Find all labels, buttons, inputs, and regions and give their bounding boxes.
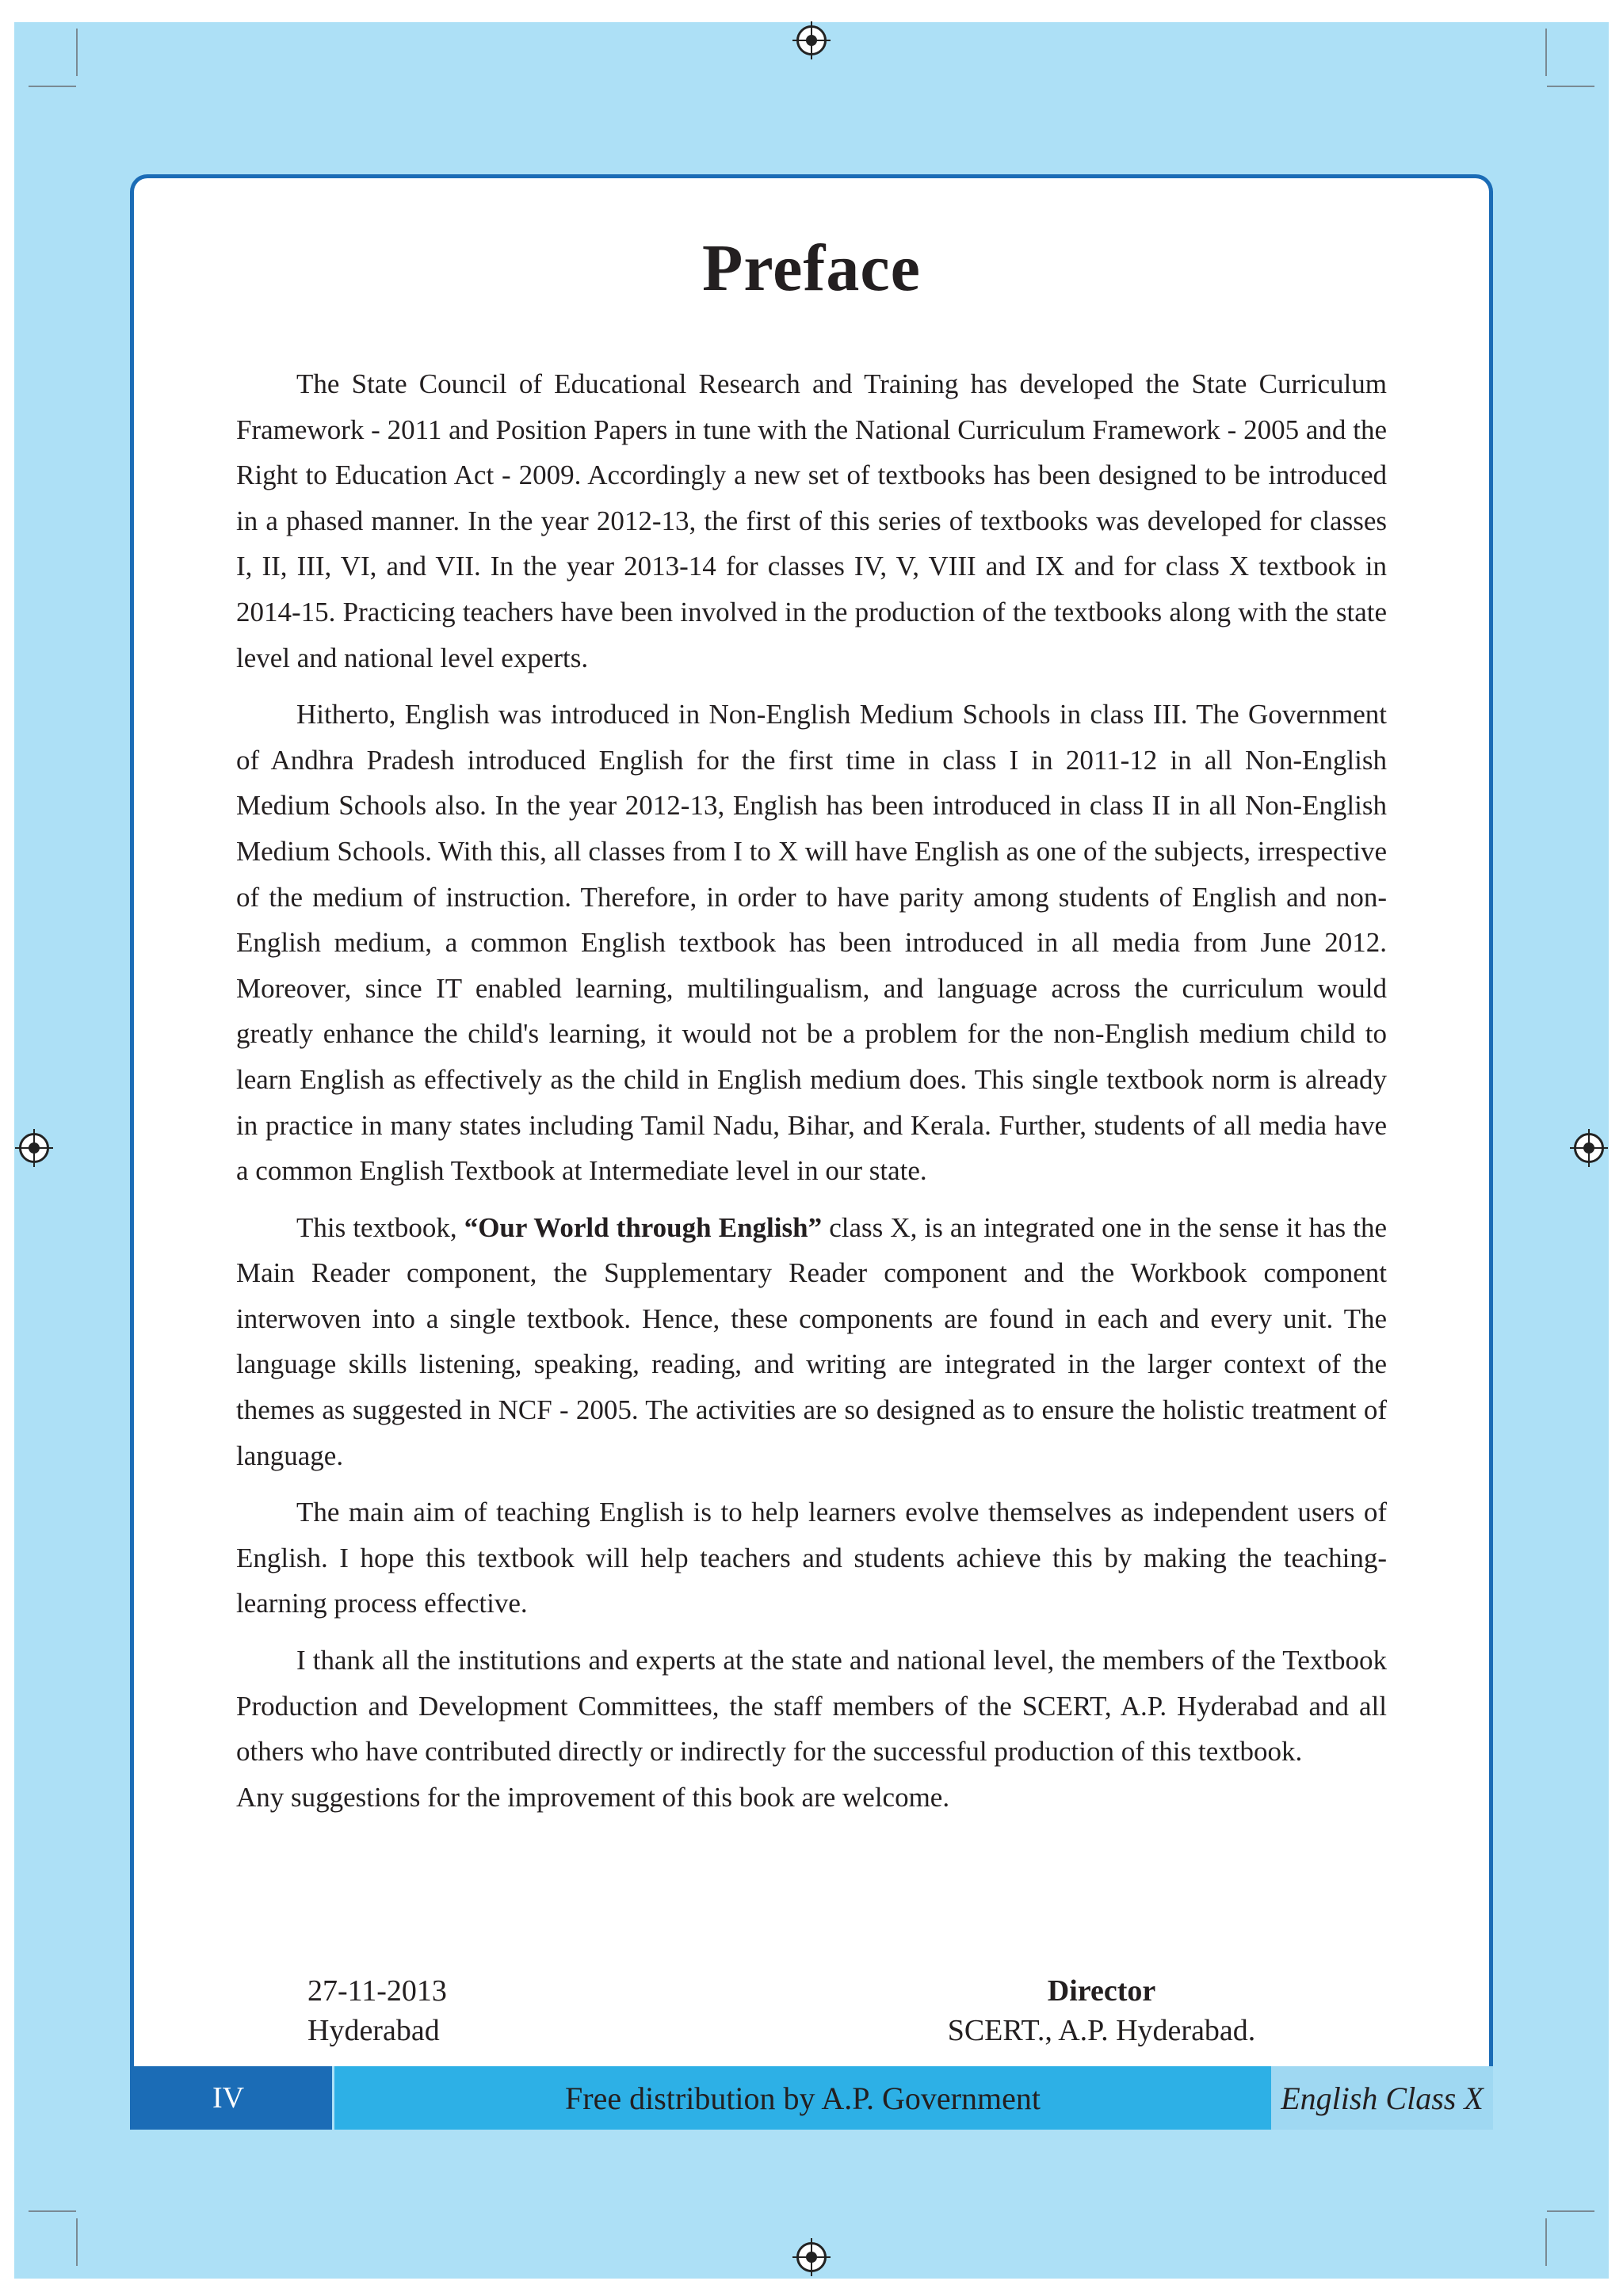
signatory-role: Director — [1047, 1974, 1156, 2008]
crop-mark — [1545, 2218, 1547, 2266]
crop-mark — [76, 2218, 78, 2266]
crop-mark — [1547, 2210, 1594, 2212]
paragraph: The main aim of teaching English is to help learners evolve themselves as independent users of English. I hope this textbook will help teachers and students achieve this by making the teaching-learning process effective. — [236, 1497, 1387, 1619]
crop-mark — [1545, 29, 1547, 76]
paragraph — [236, 1205, 1387, 1479]
crop-mark — [29, 86, 76, 87]
paragraph-text: class X, is an integrated one in the sense it has the Main Reader component, the Supplementary Reader component and the Workbook component interwoven into a single textbook. Hence, these components are found in each and every unit. The language skills listening, speaking, reading, and writing are integrated in the larger context of the themes as suggested in NCF - 2005. The activities are so designed as to ensure the holistic treatment of language. — [236, 1211, 1387, 1471]
paragraph: The State Council of Educational Research and Training has developed the State Curriculum Framework - 2011 and Position Papers in tune with the National Curriculum Framework - 2005 and the Right to Education Act - 2009. Accordingly a new set of textbooks has been designed to be introduced in a phased manner. In the year 2012-13, the first of this series of textbooks was developed for classes I, II, III, VI, and VII. In the year 2013-14 for classes IV, V, VIII and IX and for class X textbook in 2014-15. Practicing teachers have been involved in the production of the textbooks along with the state level and national level experts. — [236, 368, 1387, 673]
page-title: Preface — [702, 231, 921, 305]
registration-mark-icon — [796, 2242, 827, 2272]
signatory-organization: SCERT., A.P. Hyderabad. — [947, 2014, 1256, 2047]
page-number: IV — [130, 2066, 332, 2130]
paragraph: I thank all the institutions and experts at the state and national level, the members of the Textbook Production and Development Committees, the staff members of the SCERT, A.P. Hyderabad and all others who have contributed directly or indirectly for the successful production of this textbook. — [236, 1645, 1387, 1768]
paragraph: Hitherto, English was introduced in Non-English Medium Schools in class III. The Government of Andhra Pradesh introduced English for the first time in class I in 2011-12 in all Non-English Medium Schools also. In the year 2012-13, English has been introduced in class II in all Non-English Medium Schools. With this, all classes from I to X will have English as one of the subjects, irrespective of the medium of instruction. Therefore, in order to have parity among students of English and non- English medium, a common English textbook has been introduced in all media from June 2012. Moreover, since IT enabled learning, multilingualism, and language across the curriculum would greatly enhance the child's learning, it would not be a problem for the non-English medium child to learn English as effectively as the child in English medium does. This single textbook norm is already in practice in many states including Tamil Nadu, Bihar, and Kerala. Further, students of all media have a common English Textbook at Intermediate level in our state. — [236, 699, 1387, 1187]
book-title: “Our World through English” — [464, 1211, 823, 1243]
paragraph-text: This textbook, — [296, 1211, 464, 1243]
preface-body — [236, 361, 1387, 1820]
crop-mark — [76, 29, 78, 76]
closing-line: Any suggestions for the improvement of this book are welcome. — [236, 1781, 950, 1813]
place: Hyderabad — [307, 2014, 440, 2047]
crop-mark — [1547, 86, 1594, 87]
footer-book-title: English Class X — [1271, 2066, 1493, 2130]
crop-mark — [29, 2210, 76, 2212]
date-place-block — [307, 1971, 447, 2050]
registration-mark-icon — [796, 25, 827, 55]
registration-mark-icon — [19, 1133, 49, 1163]
registration-mark-icon — [1574, 1133, 1604, 1163]
date: 27-11-2013 — [307, 1974, 447, 2008]
signatory-block — [903, 1971, 1300, 2050]
footer-distribution: Free distribution by A.P. Government — [334, 2066, 1271, 2130]
page-footer — [130, 2066, 1493, 2130]
